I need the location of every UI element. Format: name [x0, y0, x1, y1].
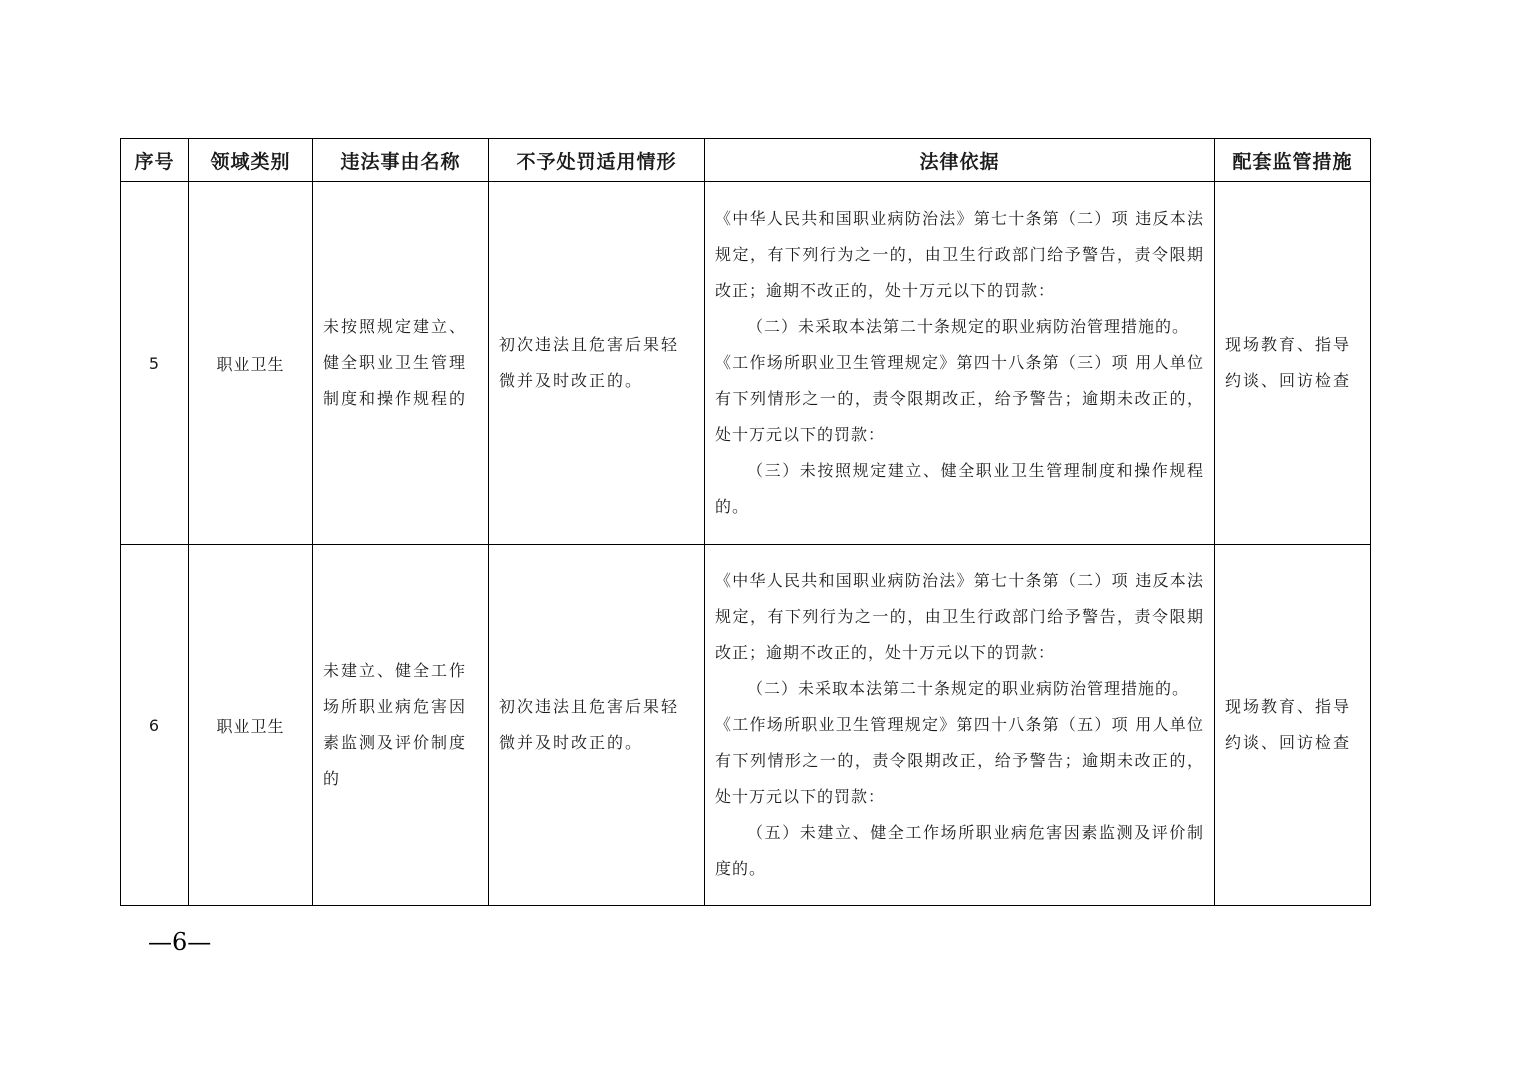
cell-field-category: 职业卫生 [189, 545, 313, 906]
header-field-category: 领域类别 [189, 139, 313, 182]
header-legal-basis: 法律依据 [705, 139, 1215, 182]
table-row [121, 182, 1371, 545]
cell-serial-no: 5 [121, 182, 189, 545]
legal-basis-paragraph: （五）未建立、健全工作场所职业病危害因素监测及评价制度的。 [715, 823, 1204, 878]
cell-supervision-measures: 现场教育、指导约谈、回访检查 [1215, 182, 1371, 545]
cell-legal-basis [705, 182, 1215, 545]
cell-exemption-circumstance: 初次违法且危害后果轻微并及时改正的。 [489, 545, 705, 906]
header-violation-name: 违法事由名称 [313, 139, 489, 182]
header-supervision-measures: 配套监管措施 [1215, 139, 1371, 182]
cell-exemption-circumstance: 初次违法且危害后果轻微并及时改正的。 [489, 182, 705, 545]
header-exemption-circumstance: 不予处罚适用情形 [489, 139, 705, 182]
header-serial-no: 序号 [121, 139, 189, 182]
legal-basis-paragraph: （二）未采取本法第二十条规定的职业病防治管理措施的。 [747, 317, 1190, 336]
cell-supervision-measures: 现场教育、指导约谈、回访检查 [1215, 545, 1371, 906]
cell-field-category: 职业卫生 [189, 182, 313, 545]
legal-basis-paragraph: 《中华人民共和国职业病防治法》第七十条第（二）项 违反本法规定，有下列行为之一的，由卫生行政部门给予警告，责令限期改正；逾期不改正的，处十万元以下的罚款： [715, 571, 1204, 662]
page-number: —6— [148, 928, 212, 956]
table-row [121, 545, 1371, 906]
cell-legal-basis [705, 545, 1215, 906]
legal-basis-paragraph: （三）未按照规定建立、健全职业卫生管理制度和操作规程的。 [715, 461, 1204, 516]
cell-violation-name: 未按照规定建立、健全职业卫生管理制度和操作规程的 [313, 182, 489, 545]
legal-basis-paragraph: （二）未采取本法第二十条规定的职业病防治管理措施的。 [747, 679, 1190, 698]
cell-serial-no: 6 [121, 545, 189, 906]
legal-basis-paragraph: 《中华人民共和国职业病防治法》第七十条第（二）项 违反本法规定，有下列行为之一的，由卫生行政部门给予警告，责令限期改正；逾期不改正的，处十万元以下的罚款： [715, 209, 1204, 300]
legal-basis-paragraph: 《工作场所职业卫生管理规定》第四十八条第（三）项 用人单位有下列情形之一的，责令限期改正，给予警告；逾期未改正的，处十万元以下的罚款： [715, 353, 1204, 444]
cell-violation-name: 未建立、健全工作场所职业病危害因素监测及评价制度的 [313, 545, 489, 906]
legal-basis-paragraph: 《工作场所职业卫生管理规定》第四十八条第（五）项 用人单位有下列情形之一的，责令限期改正，给予警告；逾期未改正的，处十万元以下的罚款： [715, 715, 1204, 806]
regulation-table [120, 138, 1371, 906]
table-header-row [121, 139, 1371, 182]
